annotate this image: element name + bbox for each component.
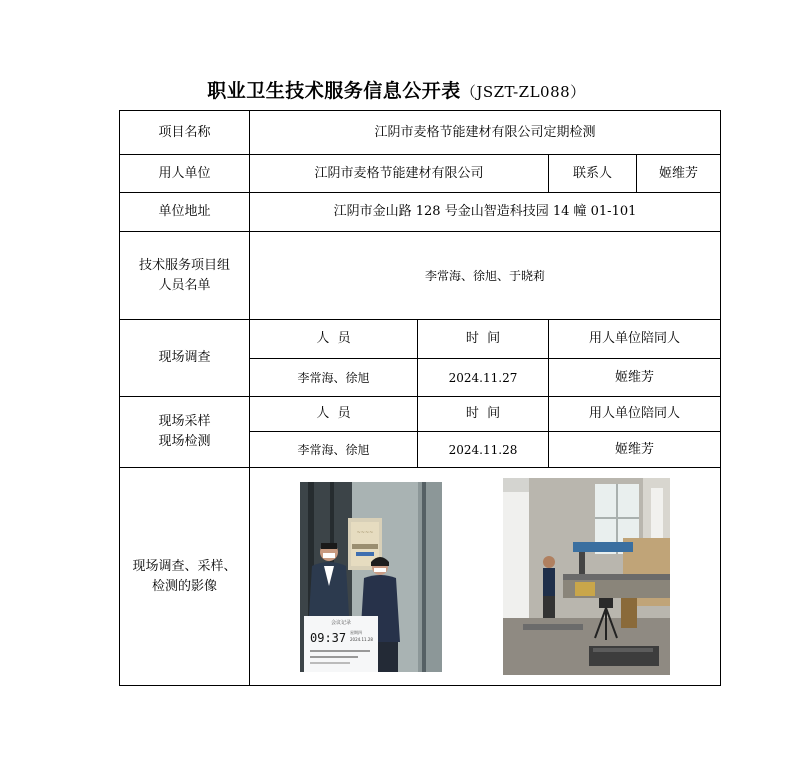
images-label [120,468,250,686]
team-value: 李常海、徐旭、于晓莉 [250,232,721,320]
row-team [120,232,721,320]
photo-sign-weekday: 星期四 [350,629,363,635]
employer-value: 江阴市麦格节能建材有限公司 [250,155,549,193]
project-name-value: 江阴市麦格节能建材有限公司定期检测 [250,111,721,155]
sampling-col-time: 时 间 [418,397,549,432]
photo-gallery [250,478,720,675]
row-employer [120,155,721,193]
row-address [120,193,721,232]
sampling-col-escort: 用人单位陪同人 [549,397,721,432]
photo-workshop-sampling [503,478,670,675]
team-label [120,232,250,320]
images-label-line1: 现场调查、采样、 [132,558,237,574]
title-code: （JSZT-ZL088） [460,83,586,101]
survey-col-escort: 用人单位陪同人 [549,320,721,359]
images-label-line2: 检测的影像 [151,578,217,594]
survey-col-people: 人 员 [250,320,418,359]
survey-label: 现场调查 [120,320,250,397]
sampling-time: 2024.11.28 [418,432,549,468]
photo-workshop-sampling-image [503,478,670,675]
sampling-col-people: 人 员 [250,397,418,432]
row-sampling-header [120,397,721,432]
svg-text:~~~~: ~~~~ [356,529,374,536]
survey-escort: 姬维芳 [549,359,721,397]
info-table [119,110,721,686]
address-label: 单位地址 [120,193,250,232]
row-project-name [120,111,721,155]
photo-sign-clock: 09:37 [310,630,347,645]
photo-team-with-sign-image [300,482,442,672]
photo-sign-date: 2024.11.28 [350,636,374,642]
page-title [0,76,793,103]
sampling-label-line1: 现场采样 [158,414,211,429]
address-value: 江阴市金山路 128 号金山智造科技园 14 幢 01-101 [250,193,721,232]
sampling-label-line2: 现场检测 [158,434,211,449]
employer-label: 用人单位 [120,155,250,193]
sampling-label [120,397,250,468]
team-label-line1: 技术服务项目组 [138,257,230,273]
survey-col-time: 时 间 [418,320,549,359]
survey-people: 李常海、徐旭 [250,359,418,397]
project-name-label: 项目名称 [120,111,250,155]
sampling-people: 李常海、徐旭 [250,432,418,468]
contact-value: 姬维芳 [637,155,721,193]
survey-time: 2024.11.27 [418,359,549,397]
title-main: 职业卫生技术服务信息公开表 [207,80,461,102]
row-survey-header [120,320,721,359]
photo-team-with-sign [300,482,442,672]
contact-label: 联系人 [549,155,637,193]
photo-sign-title: 会议记录 [331,619,352,626]
row-images [120,468,721,686]
sampling-escort: 姬维芳 [549,432,721,468]
images-cell [250,468,721,686]
team-label-line2: 人员名单 [158,277,211,293]
